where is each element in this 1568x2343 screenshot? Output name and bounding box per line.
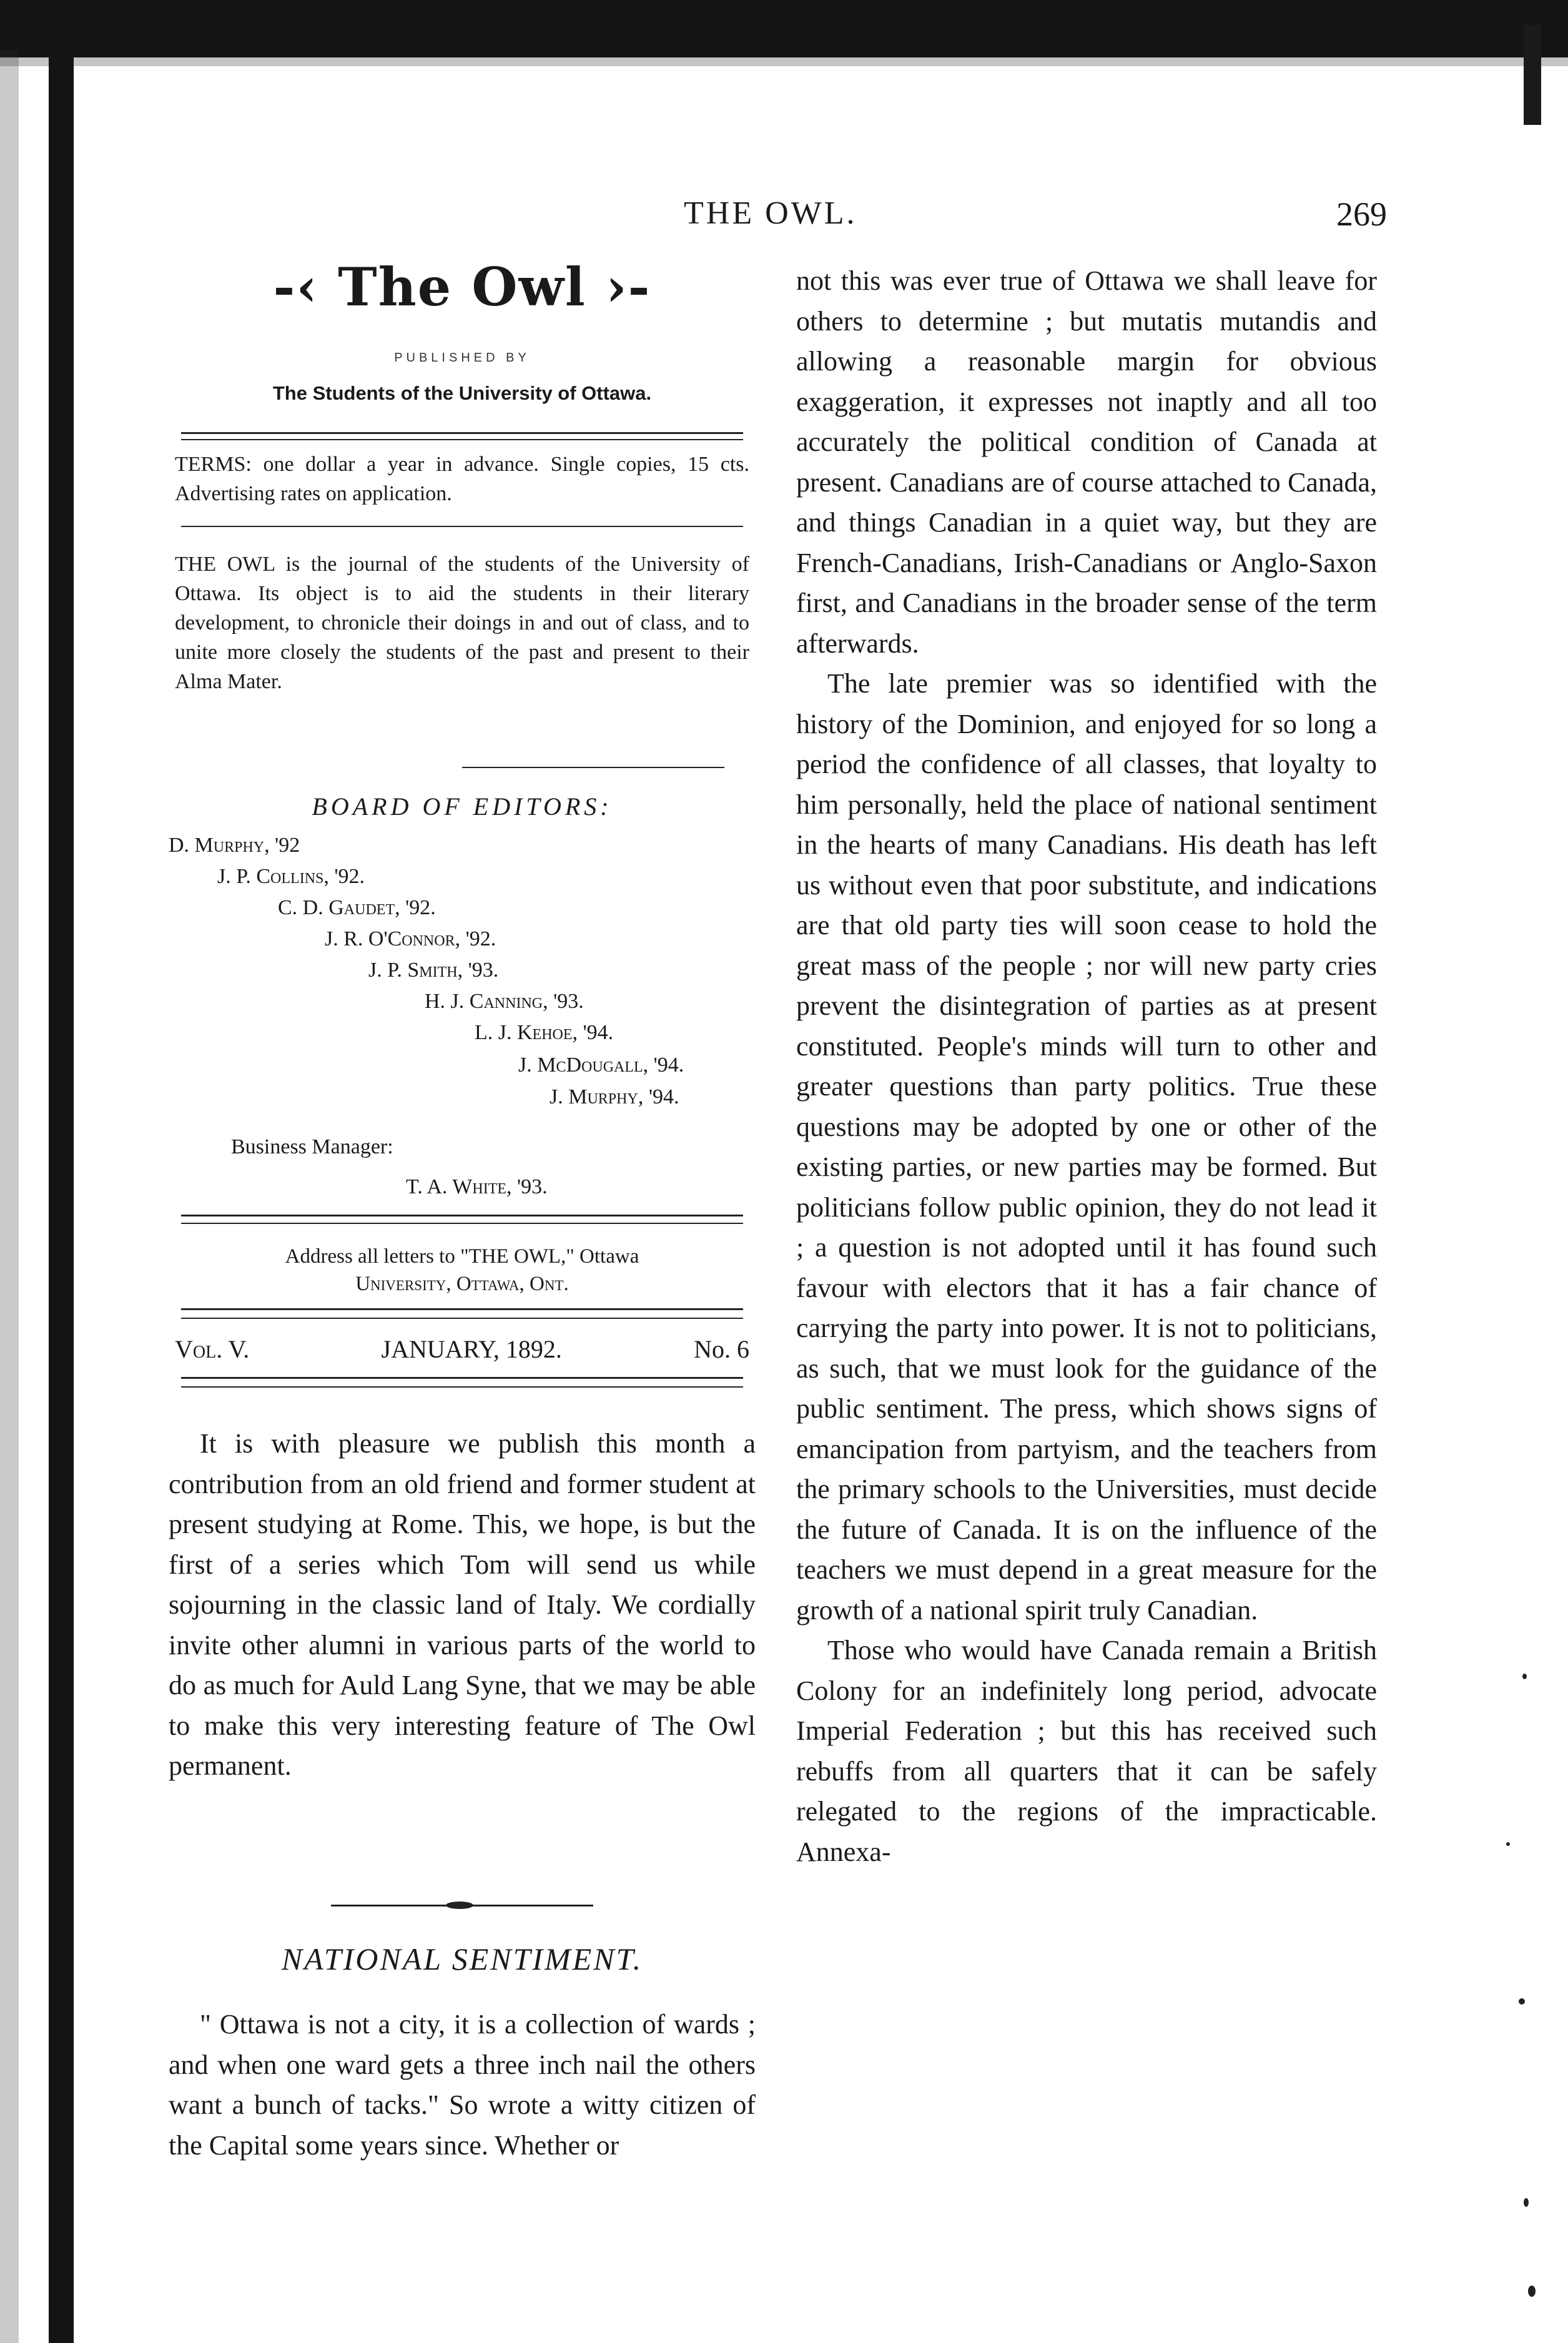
editor-name: J. McDougall, '94. [518, 1053, 684, 1077]
business-manager-label: Business Manager: [231, 1135, 393, 1158]
intro-paragraph: It is with pleasure we publish this month a contribution from an old friend and former student at present studying at Rome. This, we hope, is but the first of a series which Tom will send us while sojourning in the classic land of Italy. We cordially invite other alumni in various parts of the world to do as much for Auld Lang Syne, that we may be able to make this very interesting feature of The Owl permanent. [169, 1428, 756, 1781]
left-column [169, 0, 756, 2343]
scan-spine-shadow [0, 50, 19, 2343]
section-ornament [331, 1905, 593, 1906]
right-column [796, 0, 1377, 2343]
divider [181, 432, 743, 434]
scan-right-mark [1524, 25, 1541, 125]
divider [181, 1223, 743, 1224]
divider [181, 1318, 743, 1319]
page-number: 269 [1336, 195, 1387, 233]
editor-name: L. J. Kehoe, '94. [475, 1021, 614, 1044]
scan-speck [1519, 1998, 1525, 2005]
address-line: Address all letters to "THE OWL," Ottawa [285, 1245, 639, 1268]
volume: Vol. V. [175, 1335, 250, 1363]
divider [462, 767, 724, 768]
editor-name: J. Murphy, '94. [550, 1085, 679, 1108]
section-title: NATIONAL SENTIMENT. [281, 1941, 643, 1976]
editor-name: J. P. Collins, '92. [217, 865, 365, 888]
issue-line [175, 1334, 749, 1364]
business-manager-name: T. A. White, '93. [406, 1175, 548, 1198]
scan-speck [1522, 1674, 1527, 1679]
right-column-text [796, 261, 1377, 1872]
issue-date: JANUARY, 1892. [381, 1335, 562, 1363]
editor-name: D. Murphy, '92 [169, 834, 300, 857]
scan-spine [49, 50, 74, 2343]
editor-name: H. J. Canning, '93. [425, 990, 584, 1013]
divider [181, 1215, 743, 1216]
issue-number: No. 6 [694, 1335, 749, 1363]
about-text: THE OWL is the journal of the students of the University of Ottawa. Its object is to aid the students in their literary development, to chronicle their doings in and out of class, and to unite more closely the students of the past and present to their Alma Mater. [175, 553, 749, 693]
published-by: PUBLISHED BY [394, 351, 530, 365]
scan-speck [1528, 2286, 1536, 2297]
paragraph: Those who would have Canada remain a British Colony for an indefinitely long period, advocate Imperial Federation ; but this has received such rebuffs from all quarters that it can be safely relegated to the regions of the impracticable. Annexa- [796, 1635, 1377, 1867]
paragraph: not this was ever true of Ottawa we shall leave for others to determine ; but mutatis mutandis and allowing a reasonable margin for obvious exaggeration, it expresses not inaptly and all too accurately the political condition of Canada at present. Canadians are of course attached to Canada, and things Canadian in a quiet way, but they are French-Canadians, Irish-Canadians or Anglo-Saxon first, and Canadians in the broader sense of the term afterwards. [796, 265, 1377, 659]
terms-text: TERMS: one dollar a year in advance. Single copies, 15 cts. Advertising rates on application. [175, 453, 749, 505]
board-heading: BOARD OF EDITORS: [312, 792, 613, 821]
address-line: University, Ottawa, Ont. [355, 1273, 569, 1295]
divider [181, 439, 743, 440]
paragraph: The late premier was so identified with the history of the Dominion, and enjoyed for so long a period the confidence of all classes, that loyalty to him personally, held the place of national sentiment in the hearts of many Canadians. His death has left us without even that poor substitute, and indications are that old party ties will soon cease to hold the great mass of the people ; nor will new party cries prevent the disintegration of parties as at present constituted. People's minds will turn to other and greater questions than party politics. True these questions may be adopted by one or other of the existing parties, or new parties may be formed. But politicians follow public opinion, they do not lead it ; a question is not adopted until it has found such favour with electors that it has a fair chance of carrying the party into power. It is not to politicians, as such, that we must look for the guidance of the public sentiment. The press, which shows signs of emancipation from partyism, and the teachers from the primary schools to the Universities, must decide the future of Canada. It is on the influence of the teachers we must depend in a great measure for the growth of a national spirit truly Canadian. [796, 668, 1377, 1625]
divider [181, 526, 743, 527]
divider [181, 1386, 743, 1388]
section-opening-paragraph: " Ottawa is not a city, it is a collection of wards ; and when one ward gets a three inch nail the others want a bunch of tacks." So wrote a witty citizen of the Capital some years since. Whether or [169, 2009, 756, 2161]
divider [181, 1377, 743, 1379]
divider [181, 1308, 743, 1310]
running-title: THE OWL. [684, 195, 857, 231]
scan-speck [1506, 1842, 1510, 1846]
address-block [175, 1243, 749, 1298]
masthead-title: -‹ The Owl ›- [273, 256, 651, 318]
editor-name: J. R. O'Connor, '92. [325, 927, 496, 950]
editor-name: J. P. Smith, '93. [368, 959, 499, 982]
publisher-line: The Students of the University of Ottawa. [272, 382, 652, 404]
editor-name: C. D. Gaudet, '92. [278, 896, 436, 919]
scan-speck [1524, 2198, 1529, 2207]
